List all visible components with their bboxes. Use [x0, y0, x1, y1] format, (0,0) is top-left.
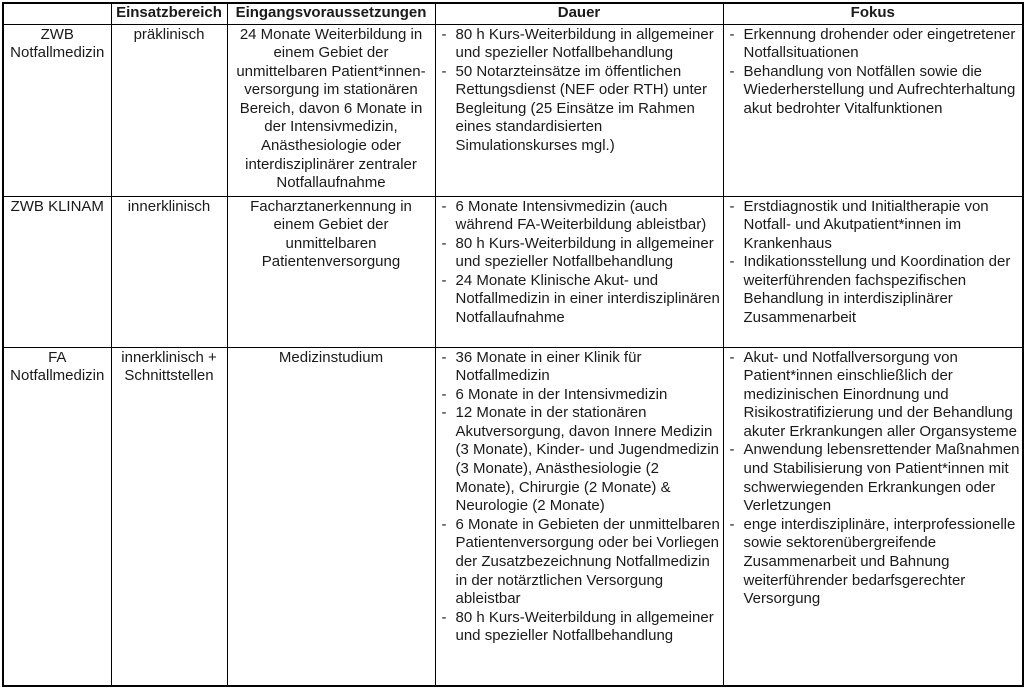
einsatzbereich-cell: präklinisch — [111, 24, 227, 196]
dauer-cell — [435, 24, 723, 196]
eingangsvoraussetzungen-cell: Medizinstudium — [227, 347, 435, 686]
bullet-item — [728, 441, 1021, 515]
bullet-dash: - — [729, 197, 735, 215]
eingangsvoraussetzungen-cell: Facharztanerkennung in einem Gebiet der unmittelbaren Patientenversorgung — [227, 196, 435, 347]
header-row — [3, 3, 1023, 24]
bullet-text: 80 h Kurs-Weiterbildung in allgemeiner und spezieller Notfallbehandlung — [455, 25, 714, 62]
bullet-text: 50 Notarzteinsätze im öffentlichen Rettungsdienst (NEF oder RTH) unter Begleitung (25 Einsätze im Rahmen eines standardisierten Simulationskurses mgl.) — [455, 62, 707, 155]
fokus-list — [728, 26, 1021, 119]
table-header — [3, 3, 1023, 24]
bullet-item — [440, 272, 721, 328]
bullet-item — [440, 404, 721, 516]
bullet-text: 24 Monate Klinische Akut- und Notfallmedizin in einer interdisziplinären Notfallaufnahme — [455, 271, 720, 327]
header-cell-dauer: Dauer — [435, 3, 723, 24]
bullet-item — [728, 349, 1021, 442]
bullet-dash: - — [441, 404, 447, 422]
bullet-dash: - — [729, 62, 735, 80]
bullet-text: Behandlung von Notfällen sowie die Wiederherstellung und Aufrechterhaltung akut bedrohter Vitalfunktionen — [743, 62, 1016, 117]
bullet-dash: - — [441, 62, 447, 80]
header-cell-einsatzbereich: Einsatzbereich — [111, 3, 227, 24]
bullet-text: Anwendung lebensrettender Maßnahmen und Stabilisierung von Patient*innen mit schwerwiegenden Erkrankungen oder Verletzungen — [743, 441, 1020, 515]
training-comparison-table — [2, 2, 1024, 687]
table-row — [3, 24, 1023, 196]
eingangsvoraussetzungen-cell: 24 Monate Weiterbildung in einem Gebiet der unmittelbaren Patient*innen-versorgung im stationären Bereich, davon 6 Monate in der Intensivmedizin, Anästhesiologie oder interdisziplinärer zentraler Notfallaufnahme — [227, 24, 435, 196]
bullet-text: Erkennung drohender oder eingetretener Notfallsituationen — [743, 25, 1016, 62]
bullet-dash: - — [441, 608, 447, 626]
bullet-text: Indikationsstellung und Koordination der weiterführenden fachspezifischen Behandlung in interdisziplinärer Zusammenarbeit — [743, 253, 1011, 327]
bullet-text: Akut- und Notfallversorgung von Patient*innen einschließlich der medizinischen Einordnung und Risikostratifizierung und der Behandlung akuter Erkrankungen aller Organsysteme — [743, 348, 1017, 440]
bullet-text: 36 Monate in einer Klinik für Notfallmedizin — [455, 348, 642, 385]
bullet-dash: - — [441, 197, 447, 215]
dauer-list — [440, 26, 721, 156]
bullet-item — [728, 26, 1021, 63]
bullet-item — [728, 516, 1021, 609]
fokus-cell — [723, 196, 1023, 347]
bullet-text: 6 Monate in der Intensivmedizin — [455, 385, 668, 403]
bullet-dash: - — [441, 385, 447, 403]
fokus-list — [728, 198, 1021, 328]
dauer-list — [440, 349, 721, 647]
bullet-item — [440, 609, 721, 646]
bullet-item — [440, 26, 721, 63]
fokus-cell — [723, 24, 1023, 196]
bullet-dash: - — [441, 25, 447, 43]
header-cell-eingangsvoraussetzungen: Eingangsvoraussetzungen — [227, 3, 435, 24]
bullet-dash: - — [729, 25, 735, 43]
label-cell: ZWB KLINAM — [3, 196, 111, 347]
bullet-dash: - — [441, 515, 447, 533]
bullet-item — [440, 349, 721, 386]
einsatzbereich-cell: innerklinisch — [111, 196, 227, 347]
header-cell-empty — [3, 3, 111, 24]
bullet-dash: - — [441, 234, 447, 252]
bullet-dash: - — [729, 253, 735, 271]
table-body — [3, 24, 1023, 686]
bullet-text: 80 h Kurs-Weiterbildung in allgemeiner und spezieller Notfallbehandlung — [455, 608, 714, 645]
bullet-text: Erstdiagnostik und Initialtherapie von Notfall- und Akutpatient*innen im Krankenhaus — [743, 197, 989, 252]
header-cell-fokus: Fokus — [723, 3, 1023, 24]
bullet-dash: - — [441, 271, 447, 289]
bullet-item — [440, 235, 721, 272]
einsatzbereich-cell: innerklinisch + Schnittstellen — [111, 347, 227, 686]
bullet-item — [440, 63, 721, 156]
bullet-text: enge interdisziplinäre, interprofessionelle sowie sektorenübergreifende Zusammenarbeit und Bahnung weiterführender bedarfsgerechter Versorgung — [743, 515, 1016, 608]
bullet-text: 6 Monate Intensivmedizin (auch während FA-Weiterbildung ableistbar) — [455, 197, 707, 234]
dauer-list — [440, 198, 721, 328]
label-cell: ZWB Notfallmedizin — [3, 24, 111, 196]
fokus-cell — [723, 347, 1023, 686]
bullet-item — [728, 63, 1021, 119]
bullet-text: 6 Monate in Gebieten der unmittelbaren Patientenversorgung oder bei Vorliegen der Zusatzbezeichnung Notfallmedizin in der notärztlichen Versorgung ableistbar — [455, 515, 720, 608]
bullet-dash: - — [729, 348, 735, 366]
fokus-list — [728, 349, 1021, 609]
bullet-dash: - — [729, 515, 735, 533]
bullet-dash: - — [441, 348, 447, 366]
table-row — [3, 196, 1023, 347]
dauer-cell — [435, 347, 723, 686]
bullet-text: 80 h Kurs-Weiterbildung in allgemeiner und spezieller Notfallbehandlung — [455, 234, 714, 271]
table-row — [3, 347, 1023, 686]
bullet-item — [440, 516, 721, 609]
dauer-cell — [435, 196, 723, 347]
bullet-item — [728, 253, 1021, 327]
bullet-item — [728, 198, 1021, 254]
bullet-item — [440, 386, 721, 405]
label-cell: FA Notfallmedizin — [3, 347, 111, 686]
bullet-dash: - — [729, 441, 735, 459]
bullet-text: 12 Monate in der stationären Akutversorgung, davon Innere Medizin (3 Monate), Kinder- und Jugendmedizin (3 Monate), Anästhesiologie (2 Monate), Chirurgie (2 Monate) & Neurologie (2 Monate) — [455, 404, 719, 515]
bullet-item — [440, 198, 721, 235]
